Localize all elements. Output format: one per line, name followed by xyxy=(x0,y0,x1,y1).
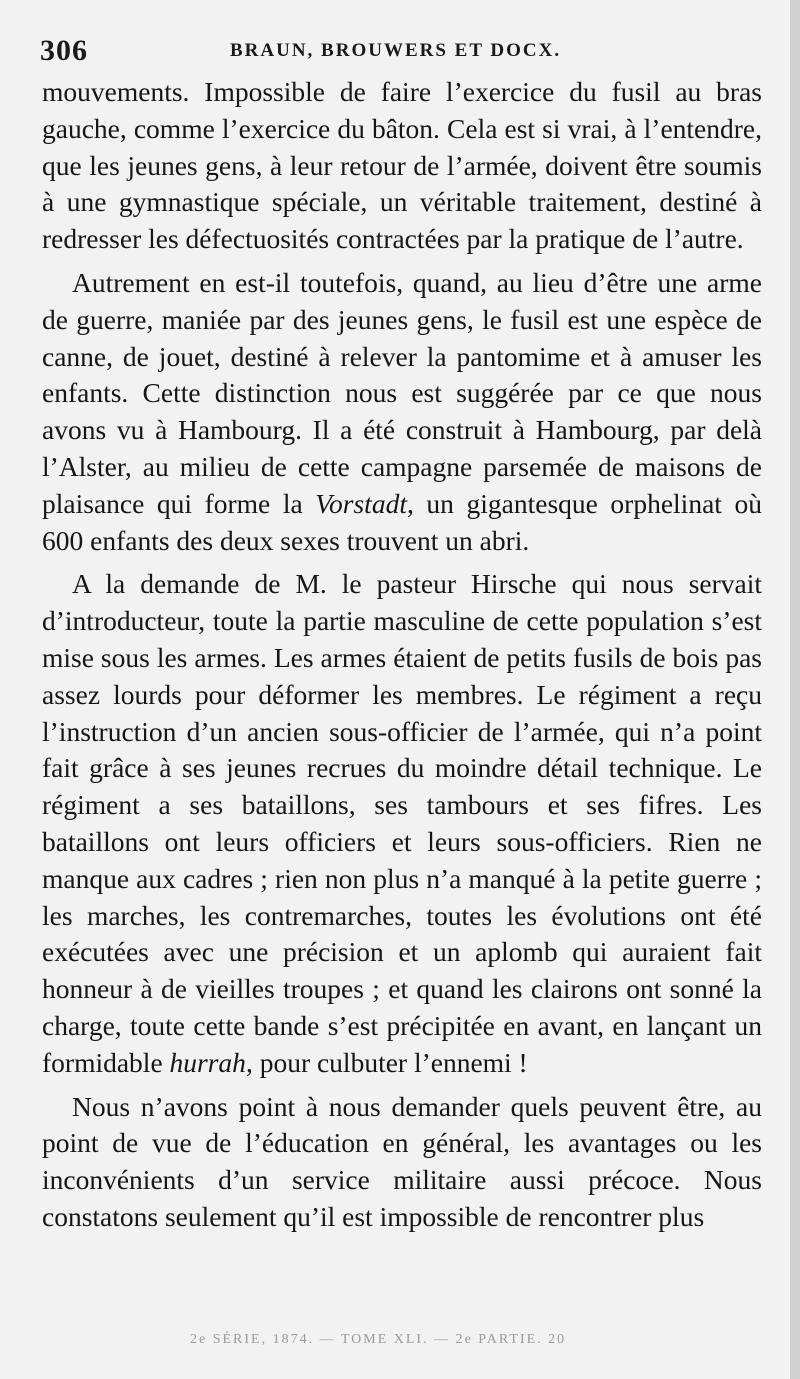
paragraph-4-text: Nous n’avons point à nous demander quels peuvent être, au point de vue de l’éducation en général, les avantages ou les inconvénients d’un service militaire aussi précoce. Nous constatons seulement qu’il est impossible de rencontrer plus xyxy=(42,1090,762,1232)
paragraph-2-text-start: Autrement en est-il toutefois, quand, au lieu d’être une arme de guerre, maniée par des jeunes gens, le fusil est une espèce de canne, de jouet, destiné à relever la pantomime et à amuser les enfants. Cette distinction nous est suggérée par ce que nous avons vu à Hambourg. Il a été construit à Hambourg, par delà l’Alster, au milieu de cette campagne parsemée de maisons de plaisance qui forme la xyxy=(42,266,762,519)
running-head: BRAUN, BROUWERS ET DOCX. xyxy=(230,40,562,61)
paragraph-3-text: A la demande de M. le pasteur Hirsche qui nous servait d’introducteur, toute la partie masculine de cette population s’est mise sous les armes. Les armes étaient de petits fusils de bois pas assez lourds pour déformer les membres. Le régiment a reçu l’instruction d’un ancien sous-officier de l’armée, qui n’a point fait grâce à ses jeunes recrues du moindre détail technique. Le régiment a ses bataillons, ses tambours et ses fifres. Les bataillons ont leurs officiers et leurs sous-officiers. Rien ne manque aux cadres ; rien non plus n’a manqué à la petite guerre ; les marches, les contremarches, toutes les évolutions ont été exécutées avec une précision et un aplomb qui auraient fait honneur à de vieilles troupes ; et quand les clairons ont sonné la charge, toute cette bande s’est précipitée en avant, en lançant un formidable xyxy=(42,568,762,1078)
page-number: 306 xyxy=(40,34,88,67)
paragraph-2-text-end: , un gigantesque orphelinat où 600 enfants des deux sexes trouvent un abri. xyxy=(42,487,762,556)
body-text xyxy=(42,74,762,1243)
paragraph-1 xyxy=(42,74,762,258)
paragraph-2 xyxy=(42,265,762,559)
paragraph-4 xyxy=(42,1089,762,1236)
page-header xyxy=(40,34,760,74)
paragraph-1-text: mouvements. Impossible de faire l’exercice du fusil au bras gauche, comme l’exercice du bâton. Cela est si vrai, à l’entendre, que les jeunes gens, à leur retour de l’armée, doivent être soumis à une gymnastique spéciale, un véritable traitement, destiné à redresser les défectuosités contractées par la pratique de l’autre. xyxy=(42,76,762,255)
paragraph-3-text-end: , pour culbuter l’ennemi ! xyxy=(245,1046,528,1078)
page-footer: 2e SÉRIE, 1874. — TOME XLI. — 2e PARTIE. 20 xyxy=(190,1332,567,1347)
paragraph-3 xyxy=(42,566,762,1081)
paragraph-2-italic-term: Vorstadt xyxy=(315,487,407,519)
paragraph-3-italic-term: hurrah xyxy=(169,1046,246,1078)
